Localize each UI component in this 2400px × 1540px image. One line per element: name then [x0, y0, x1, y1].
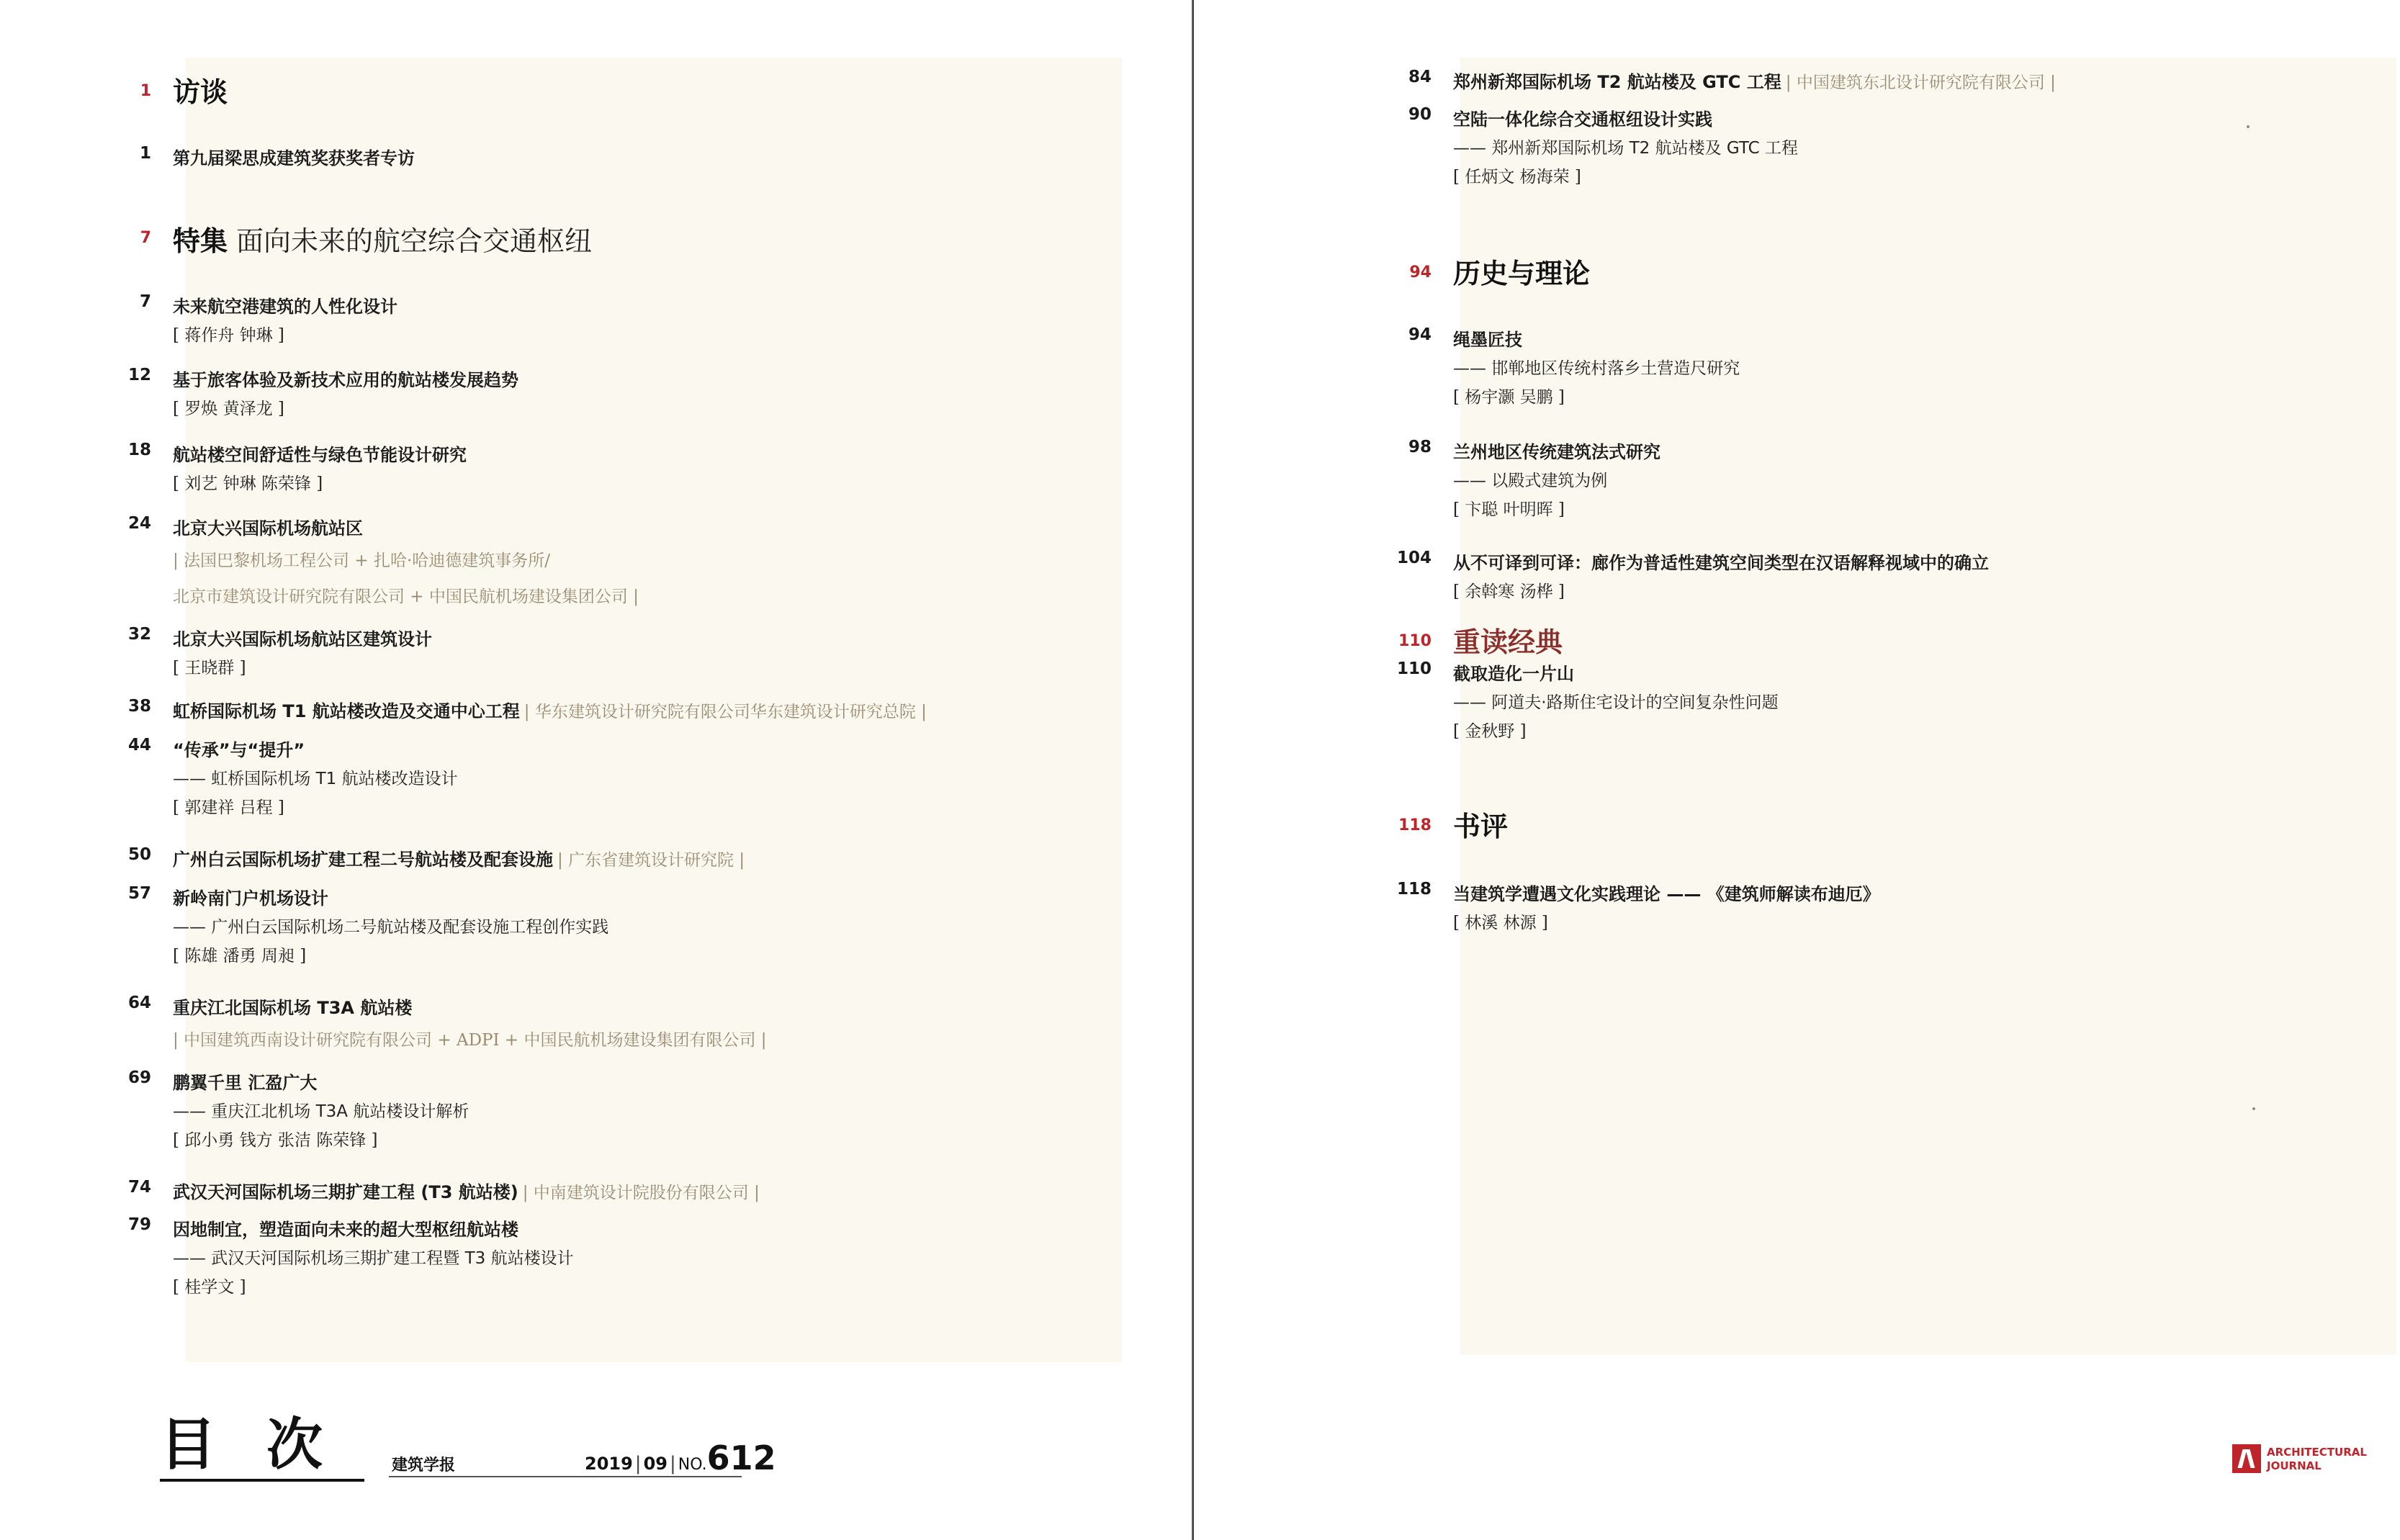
- article-title: 北京大兴国际机场航站区: [173, 518, 363, 539]
- article-institution: | 华东建筑设计研究院有限公司华东建筑设计研究总院 |: [523, 703, 927, 721]
- article-title: 绳墨匠技: [1453, 330, 1522, 350]
- article-institution: 北京市建筑设计研究院有限公司 + 中国民航机场建设集团公司 |: [173, 587, 639, 606]
- page-number: 18: [127, 441, 151, 459]
- article-institution: | 法国巴黎机场工程公司 + 扎哈·哈迪德建筑事务所/: [173, 551, 551, 570]
- page-number: 69: [127, 1068, 151, 1087]
- page-number: 7: [139, 292, 151, 311]
- right-page: [1194, 0, 2400, 1540]
- logo-line-2: JOURNAL: [2267, 1459, 2322, 1472]
- article-institution: | 广东省建筑设计研究院 |: [557, 851, 745, 870]
- article-authors: [ 郭建祥 吕程 ]: [173, 798, 284, 817]
- article-title: 未来航空港建筑的人性化设计: [173, 297, 397, 317]
- issue-label: 2019 | 09 | NO.612: [585, 1438, 776, 1477]
- article-authors: [ 卞聪 叶明晖 ]: [1453, 500, 1565, 519]
- page-number: 110: [1398, 632, 1432, 650]
- article-title: 因地制宜，塑造面向未来的超大型枢纽航站楼: [173, 1220, 518, 1240]
- page-number: 1: [140, 82, 151, 100]
- article-title: 北京大兴国际机场航站区建筑设计: [173, 629, 432, 649]
- article-subtitle: —— 虹桥国际机场 T1 航站楼改造设计: [173, 770, 458, 788]
- article-authors: [ 杨宇灏 吴鹏 ]: [1453, 388, 1565, 407]
- article-title: 航站楼空间舒适性与绿色节能设计研究: [173, 445, 467, 465]
- page-number: 44: [127, 736, 151, 755]
- page-number: 94: [1408, 325, 1432, 344]
- page-number: 79: [127, 1215, 151, 1234]
- section-subtitle: 面向未来的航空综合交通枢纽: [236, 225, 593, 257]
- article-title: 空陆一体化综合交通枢纽设计实践: [1453, 109, 1712, 130]
- section-title: 特集: [173, 225, 228, 257]
- left-page: [0, 0, 1194, 1540]
- section-title: 历史与理论: [1453, 258, 1591, 289]
- article-authors: [ 刘艺 钟琳 陈荣锋 ]: [173, 474, 323, 493]
- page-number: 74: [127, 1178, 151, 1197]
- page-number: 118: [1396, 880, 1432, 899]
- article-subtitle: —— 阿道夫·路斯住宅设计的空间复杂性问题: [1453, 693, 1779, 712]
- article-title: 新岭南门户机场设计: [173, 888, 328, 909]
- article-title: 从不可译到可译：廊作为普适性建筑空间类型在汉语解释视域中的确立: [1453, 553, 1989, 573]
- page-number: 90: [1408, 105, 1432, 124]
- article-title: 虹桥国际机场 T1 航站楼改造及交通中心工程: [173, 701, 520, 721]
- issue-year: 2019: [585, 1454, 633, 1474]
- section-title: 书评: [1453, 811, 1509, 842]
- article-authors: [ 陈雄 潘勇 周昶 ]: [173, 947, 307, 965]
- article-subtitle: —— 郑州新郑国际机场 T2 航站楼及 GTC 工程: [1453, 139, 1799, 158]
- article-authors: [ 林溪 林源 ]: [1453, 914, 1548, 932]
- print-speck: [2247, 125, 2250, 128]
- article-subtitle: —— 武汉天河国际机场三期扩建工程暨 T3 航站楼设计: [173, 1249, 574, 1268]
- article-institution: | 中南建筑设计院股份有限公司 |: [522, 1184, 760, 1202]
- page-number: 50: [127, 845, 151, 864]
- journal-logo-mark-icon: [2232, 1444, 2261, 1473]
- page-number: 24: [127, 514, 151, 533]
- page-number: 32: [127, 625, 151, 644]
- page-number: 94: [1409, 264, 1432, 282]
- article-authors: [ 余斡寒 汤桦 ]: [1453, 582, 1565, 601]
- article-subtitle: —— 以殿式建筑为例: [1453, 472, 1608, 490]
- page-number: 118: [1398, 816, 1432, 834]
- page-number: 64: [127, 994, 151, 1012]
- article-title: 第九届梁思成建筑奖获奖者专访: [173, 148, 415, 168]
- page-number: 104: [1396, 549, 1432, 567]
- article-authors: [ 王晓群 ]: [173, 659, 246, 677]
- journal-name: 建筑学报: [392, 1456, 456, 1474]
- page-number: 7: [140, 229, 151, 247]
- article-institution: | 中国建筑西南设计研究院有限公司 + ADPI + 中国民航机场建设集团有限公司 |: [173, 1031, 767, 1050]
- page-number: 57: [127, 884, 151, 903]
- article-title: 广州白云国际机场扩建工程二号航站楼及配套设施: [173, 850, 553, 870]
- page-number: 110: [1396, 659, 1432, 678]
- contents-heading: 目次: [160, 1413, 374, 1477]
- logo-line-1: ARCHITECTURAL: [2267, 1446, 2367, 1459]
- article-title: 基于旅客体验及新技术应用的航站楼发展趋势: [173, 370, 518, 390]
- print-speck: [2252, 1107, 2255, 1110]
- article-authors: [ 蒋作舟 钟琳 ]: [173, 326, 284, 345]
- article-institution: | 中国建筑东北设计研究院有限公司 |: [1785, 73, 2056, 92]
- article-authors: [ 罗焕 黄泽龙 ]: [173, 400, 284, 418]
- article-authors: [ 任炳文 杨海荣 ]: [1453, 168, 1581, 186]
- article-title: 截取造化一片山: [1453, 664, 1574, 684]
- article-title: 重庆江北国际机场 T3A 航站楼: [173, 998, 413, 1018]
- article-subtitle: —— 广州白云国际机场二号航站楼及配套设施工程创作实践: [173, 918, 609, 937]
- page-number: 98: [1408, 438, 1432, 456]
- page-number: 38: [127, 697, 151, 716]
- article-title: 当建筑学遭遇文化实践理论 —— 《建筑师解读布迪厄》: [1453, 884, 1880, 904]
- page-number: 1: [139, 144, 151, 163]
- article-title: 郑州新郑国际机场 T2 航站楼及 GTC 工程: [1453, 72, 1781, 92]
- page-number: 12: [127, 366, 151, 384]
- article-subtitle: —— 重庆江北机场 T3A 航站楼设计解析: [173, 1102, 469, 1121]
- article-authors: [ 桂学文 ]: [173, 1278, 246, 1297]
- issue-no-label: NO.: [678, 1456, 707, 1474]
- page-number: 84: [1408, 68, 1432, 86]
- issue-month: 09: [643, 1454, 668, 1474]
- journal-logo: [2232, 1444, 2376, 1476]
- article-authors: [ 邱小勇 钱方 张洁 陈荣锋 ]: [173, 1131, 378, 1150]
- section-title: 访谈: [173, 76, 228, 108]
- article-authors: [ 金秋野 ]: [1453, 722, 1527, 741]
- article-title: “传承”与“提升”: [173, 740, 305, 760]
- article-title: 兰州地区传统建筑法式研究: [1453, 442, 1660, 462]
- heading-rule: [160, 1479, 364, 1482]
- issue-number: 612: [706, 1438, 776, 1477]
- article-subtitle: —— 邯郸地区传统村落乡土营造尺研究: [1453, 359, 1740, 378]
- section-title: 重读经典: [1453, 626, 1563, 658]
- article-title: 鹏翼千里 汇盈广大: [173, 1073, 318, 1093]
- article-title: 武汉天河国际机场三期扩建工程 (T3 航站楼): [173, 1182, 518, 1202]
